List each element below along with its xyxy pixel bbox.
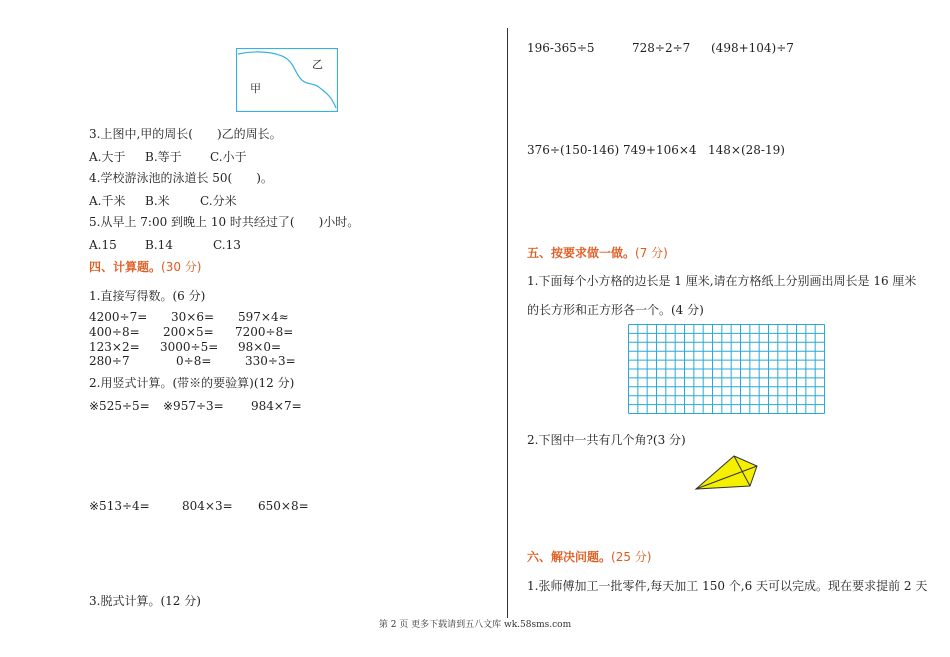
column-divider xyxy=(507,28,508,618)
s4-question-1: 1.直接写得数。(6 分) xyxy=(89,289,206,303)
section-4-title: 四、计算题。 xyxy=(89,260,162,274)
s5-question-2: 2.下图中一共有几个角?(3 分) xyxy=(527,433,686,447)
mental-row-1-c: 597×4≈ xyxy=(238,310,289,324)
mental-row-4-a: 280÷7 xyxy=(89,354,130,368)
q3-option-c: C.小于 xyxy=(210,150,247,164)
page-footer: 第 2 页 更多下载请到五八文库 wk.58sms.com xyxy=(378,620,572,630)
s6-question-1: 1.张师傅加工一批零件,每天加工 150 个,6 天可以完成。现在要求提前 2 天 xyxy=(527,579,928,593)
s5-question-1-line-1: 1.下面每个小方格的边长是 1 厘米,请在方格纸上分别画出周长是 16 厘米 xyxy=(527,274,917,288)
stepwise-calc-3: (498+104)÷7 xyxy=(711,41,794,55)
question-4: 4.学校游泳池的泳道长 50( )。 xyxy=(89,171,273,185)
stepwise-calc-1: 196-365÷5 xyxy=(527,41,595,55)
q5-option-c: C.13 xyxy=(213,238,241,252)
mental-row-1-b: 30×6= xyxy=(171,310,215,324)
question-3: 3.上图中,甲的周长( )乙的周长。 xyxy=(89,127,282,141)
q5-option-b: B.14 xyxy=(145,238,173,252)
section-4-score: (30 分) xyxy=(161,260,202,274)
section-4-heading xyxy=(89,261,201,273)
figure-label-jia: 甲 xyxy=(250,82,261,95)
vertical-calc-4: ※513÷4= xyxy=(89,499,150,513)
mental-row-3-b: 3000÷5= xyxy=(160,340,219,354)
figure-label-yi: 乙 xyxy=(312,58,323,71)
mental-row-3-c: 98×0= xyxy=(238,340,282,354)
question-5: 5.从早上 7:00 到晚上 10 时共经过了( )小时。 xyxy=(89,215,360,229)
mental-row-3-a: 123×2= xyxy=(89,340,140,354)
section-6-heading xyxy=(527,551,651,563)
s5-question-1-line-2: 的长方形和正方形各一个。(4 分) xyxy=(527,303,704,317)
q3-option-a: A.大于 xyxy=(89,150,126,164)
section-5-score: (7 分) xyxy=(635,246,668,260)
mental-row-4-b: 0÷8= xyxy=(176,354,212,368)
q3-option-b: B.等于 xyxy=(145,150,182,164)
square-grid-paper xyxy=(628,324,825,414)
section-5-heading xyxy=(527,247,668,259)
vertical-calc-6: 650×8= xyxy=(258,499,309,513)
stepwise-calc-6: 148×(28-19) xyxy=(708,143,785,157)
q4-option-a: A.千米 xyxy=(89,194,126,208)
q4-option-b: B.米 xyxy=(145,194,170,208)
vertical-calc-2: ※957÷3= xyxy=(163,399,224,413)
vertical-calc-3: 984×7= xyxy=(251,399,302,413)
vertical-calc-5: 804×3= xyxy=(182,499,233,513)
mental-row-1-a: 4200÷7= xyxy=(89,310,148,324)
vertical-calc-1: ※525÷5= xyxy=(89,399,150,413)
q4-option-c: C.分米 xyxy=(200,194,237,208)
stepwise-calc-2: 728÷2÷7 xyxy=(632,41,691,55)
kite-angle-figure xyxy=(694,452,760,492)
s4-question-3: 3.脱式计算。(12 分) xyxy=(89,594,201,608)
stepwise-calc-5: 749+106×4 xyxy=(623,143,697,157)
perimeter-figure xyxy=(236,48,338,112)
section-6-score: (25 分) xyxy=(611,550,652,564)
stepwise-calc-4: 376÷(150-146) xyxy=(527,143,620,157)
section-6-title: 六、解决问题。 xyxy=(527,550,612,564)
section-5-title: 五、按要求做一做。 xyxy=(527,246,636,260)
q5-option-a: A.15 xyxy=(89,238,117,252)
s4-question-2: 2.用竖式计算。(带※的要验算)(12 分) xyxy=(89,376,295,390)
mental-row-4-c: 330÷3= xyxy=(245,354,296,368)
mental-row-2-c: 7200÷8= xyxy=(235,325,294,339)
mental-row-2-b: 200×5= xyxy=(163,325,214,339)
mental-row-2-a: 400÷8= xyxy=(89,325,140,339)
